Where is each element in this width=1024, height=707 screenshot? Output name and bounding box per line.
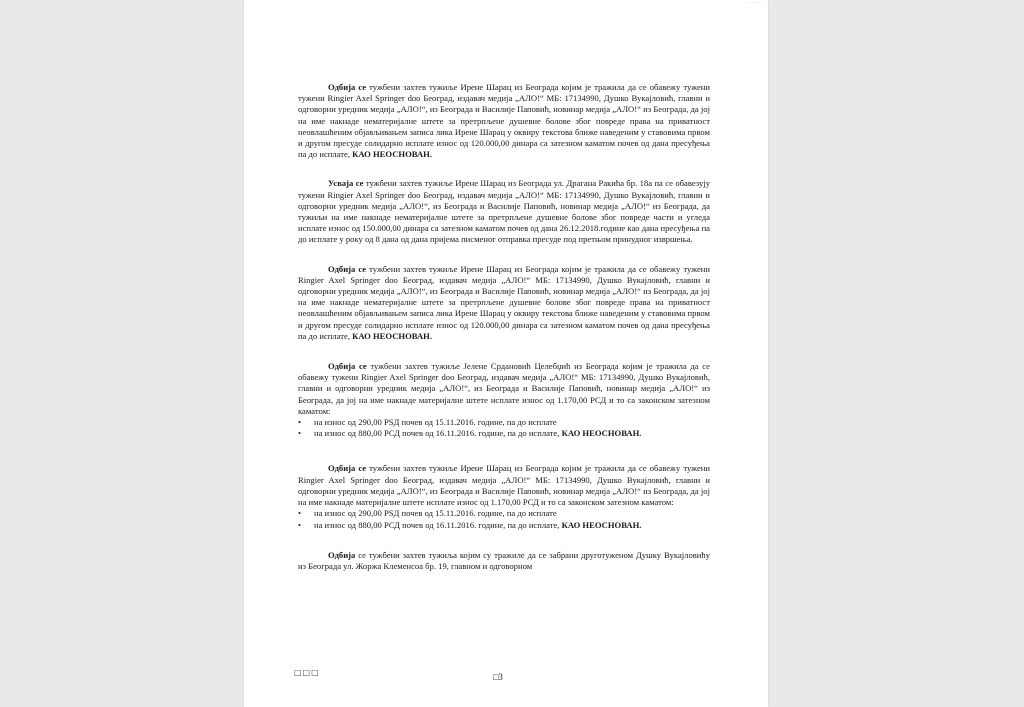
document-page (244, 0, 768, 707)
bullet-text-wrap (314, 428, 710, 439)
paragraph-2-text: тужбени захтев тужиље Ирене Шарац из Београда ул. Драгана Ракића бр. 18а па се обавезују тужени Ringier Axel Springer doo Београд, издавач медија „АЛО!“ МБ: 17134990, Душко Вукајловић, главни и одговорни уредник медија „АЛО!“, из Београда и Василије Паповић, новинар медија „АЛО!“ из Београда, да тужиљи на име накнаде нематеријалне штете за претрпљене душевне болове због повреде части и угледа исплате износ од 150.000,00 динара са затезном каматом почев од дана 26.12.2018.године као дана пресуђења па до исплате у року од 8 дана од дана пријема писменог отправка пресуде под претњом принудног извршења. (298, 178, 710, 245)
bullet-text: на износ од 290,00 РЅД почев од 15.11.2016. године, па до исплате (314, 417, 557, 428)
paragraph-4 (298, 361, 710, 417)
bullet-mark: • (298, 417, 302, 428)
page-number: □3 (493, 672, 503, 682)
footer-marks: □□□ (294, 668, 320, 677)
paragraph-3-text: тужбени захтев тужиље Ирене Шарац из Београда којим је тражила да се обавежу тужени Ringier Axel Springer doo Београд, издавач медија „АЛО!“ МБ: 17134990, Душко Вукајловић, главни и одговорни уредник медија „АЛО!“, из Београда и Василије Паповић, новинар медија „АЛО!“ из Београда, да јој на име накнаде нематеријалне штете за претрпљене душевне болове због повреде права на приватност неовлашћеним објављивањем записа лика Ирене Шарац у оквиру текстова ближе наведеним у ставовима првом и другом пресуде солидарно исплате износ од 120.000,00 динара са затезном каматом почев од дана пресуђења па до исплате, (298, 263, 710, 341)
paragraph-6 (298, 550, 710, 572)
bullet-mark: • (298, 508, 302, 519)
paragraph-4-bullet-1 (298, 417, 710, 428)
page-content (298, 82, 710, 572)
bullet-mark: • (298, 519, 302, 530)
paragraph-1-text: тужбени захтев тужиље Ирене Шарац из Београда којим је тражила да се обавежу тужени тужени Ringier Axel Springer doo Београд, издавач медија „АЛО!“ МБ: 17134990, Душко Вукајловић, главни и одговорни уредник медија „АЛО!“, из Београда и Василије Паповић, новинар медија „АЛО!“ из Београда, да јој на име накнаде нематеријалне штете за претрпљене душевне болове због повреде права на приватност неовлашћеним објављивањем записа лика Ирене Шарац у оквиру текстова ближе наведеним у ставовима првом и другом пресуде солидарно исплате износ од 120.000,00 динара са затезном каматом почев од дана пресуђења па до исплате, (298, 82, 710, 160)
paragraph-5-text: тужбени захтев тужиље Ирене Шарац из Београда којим је тражила да се обавежу тужени Ringier Axel Springer doo Београд, издавач медија „АЛО!“ МБ: 17134990, Душко Вукајловић, главни и одговорни уредник медија „АЛО!“, из Београда и Василије Паповић, новинар медија „АЛО!“ из Београда, да јој на име накнаде материјалне штете исплате износ од 1.170,00 РСД и то са законском затезном каматом: (298, 463, 710, 508)
paragraph-1-lead: Одбија се (328, 82, 367, 92)
paragraph-1-verdict: КАО НЕОСНОВАН. (352, 149, 432, 160)
paragraph-5-lead: Одбија се (328, 463, 367, 474)
paragraph-4-verdict: КАО НЕОСНОВАН. (561, 428, 642, 439)
paragraph-2-lead: Усваја се (328, 178, 364, 189)
paragraph-4-text: тужбени захтев тужиље Јелене Срдановић Целебџић из Београда којим је тражила да се обавежу тужени Ringier Axel Springer doo Београд, издавач медија „АЛО!“ МБ: 17134990, Душко Вукајловић, главни и одговорни уредник медија „АЛО!“, из Београда и Василије Паповић, новинар медија „АЛО!“ из Београда, да јој на име накнаде материјалне штете исплате износ од 1.170,00 РСД и то са законском затезном каматом: (298, 361, 710, 416)
paragraph-6-text: се тужбени захтев тужиља којим су тражиле да се забрани друготуженом Душку Вукајловићу из Београда ул. Жоржа Клеменсоа бр. 19, главном и одговорном (298, 549, 710, 571)
bullet-text: на износ од 290,00 РЅД почев од 15.11.2016. године, па до исплате (314, 508, 557, 519)
paragraph-3-verdict: КАО НЕОСНОВАН. (352, 330, 432, 341)
paragraph-2 (298, 178, 710, 245)
paragraph-3-lead: Одбија се (328, 263, 367, 274)
bullet-text: на износ од 880,00 РСД почев од 16.11.2016. године, па до исплате, (314, 519, 562, 530)
paragraph-3 (298, 264, 710, 342)
paragraph-5-verdict: КАО НЕОСНОВАН. (561, 519, 642, 530)
paragraph-6-lead: Одбија (328, 549, 356, 560)
paragraph-1 (298, 82, 710, 160)
paragraph-5 (298, 463, 710, 508)
bullet-text-wrap (314, 520, 710, 531)
paragraph-4-lead: Одбија се (328, 361, 367, 372)
bullet-mark: • (298, 428, 302, 439)
paragraph-5-bullet-2 (298, 520, 710, 531)
scan-corner-mark: ········ (746, 0, 762, 6)
paragraph-5-bullet-1 (298, 508, 710, 519)
paragraph-4-bullet-2 (298, 428, 710, 439)
bullet-text: на износ од 880,00 РСД почев од 16.11.2016. године, па до исплате, (314, 428, 562, 439)
